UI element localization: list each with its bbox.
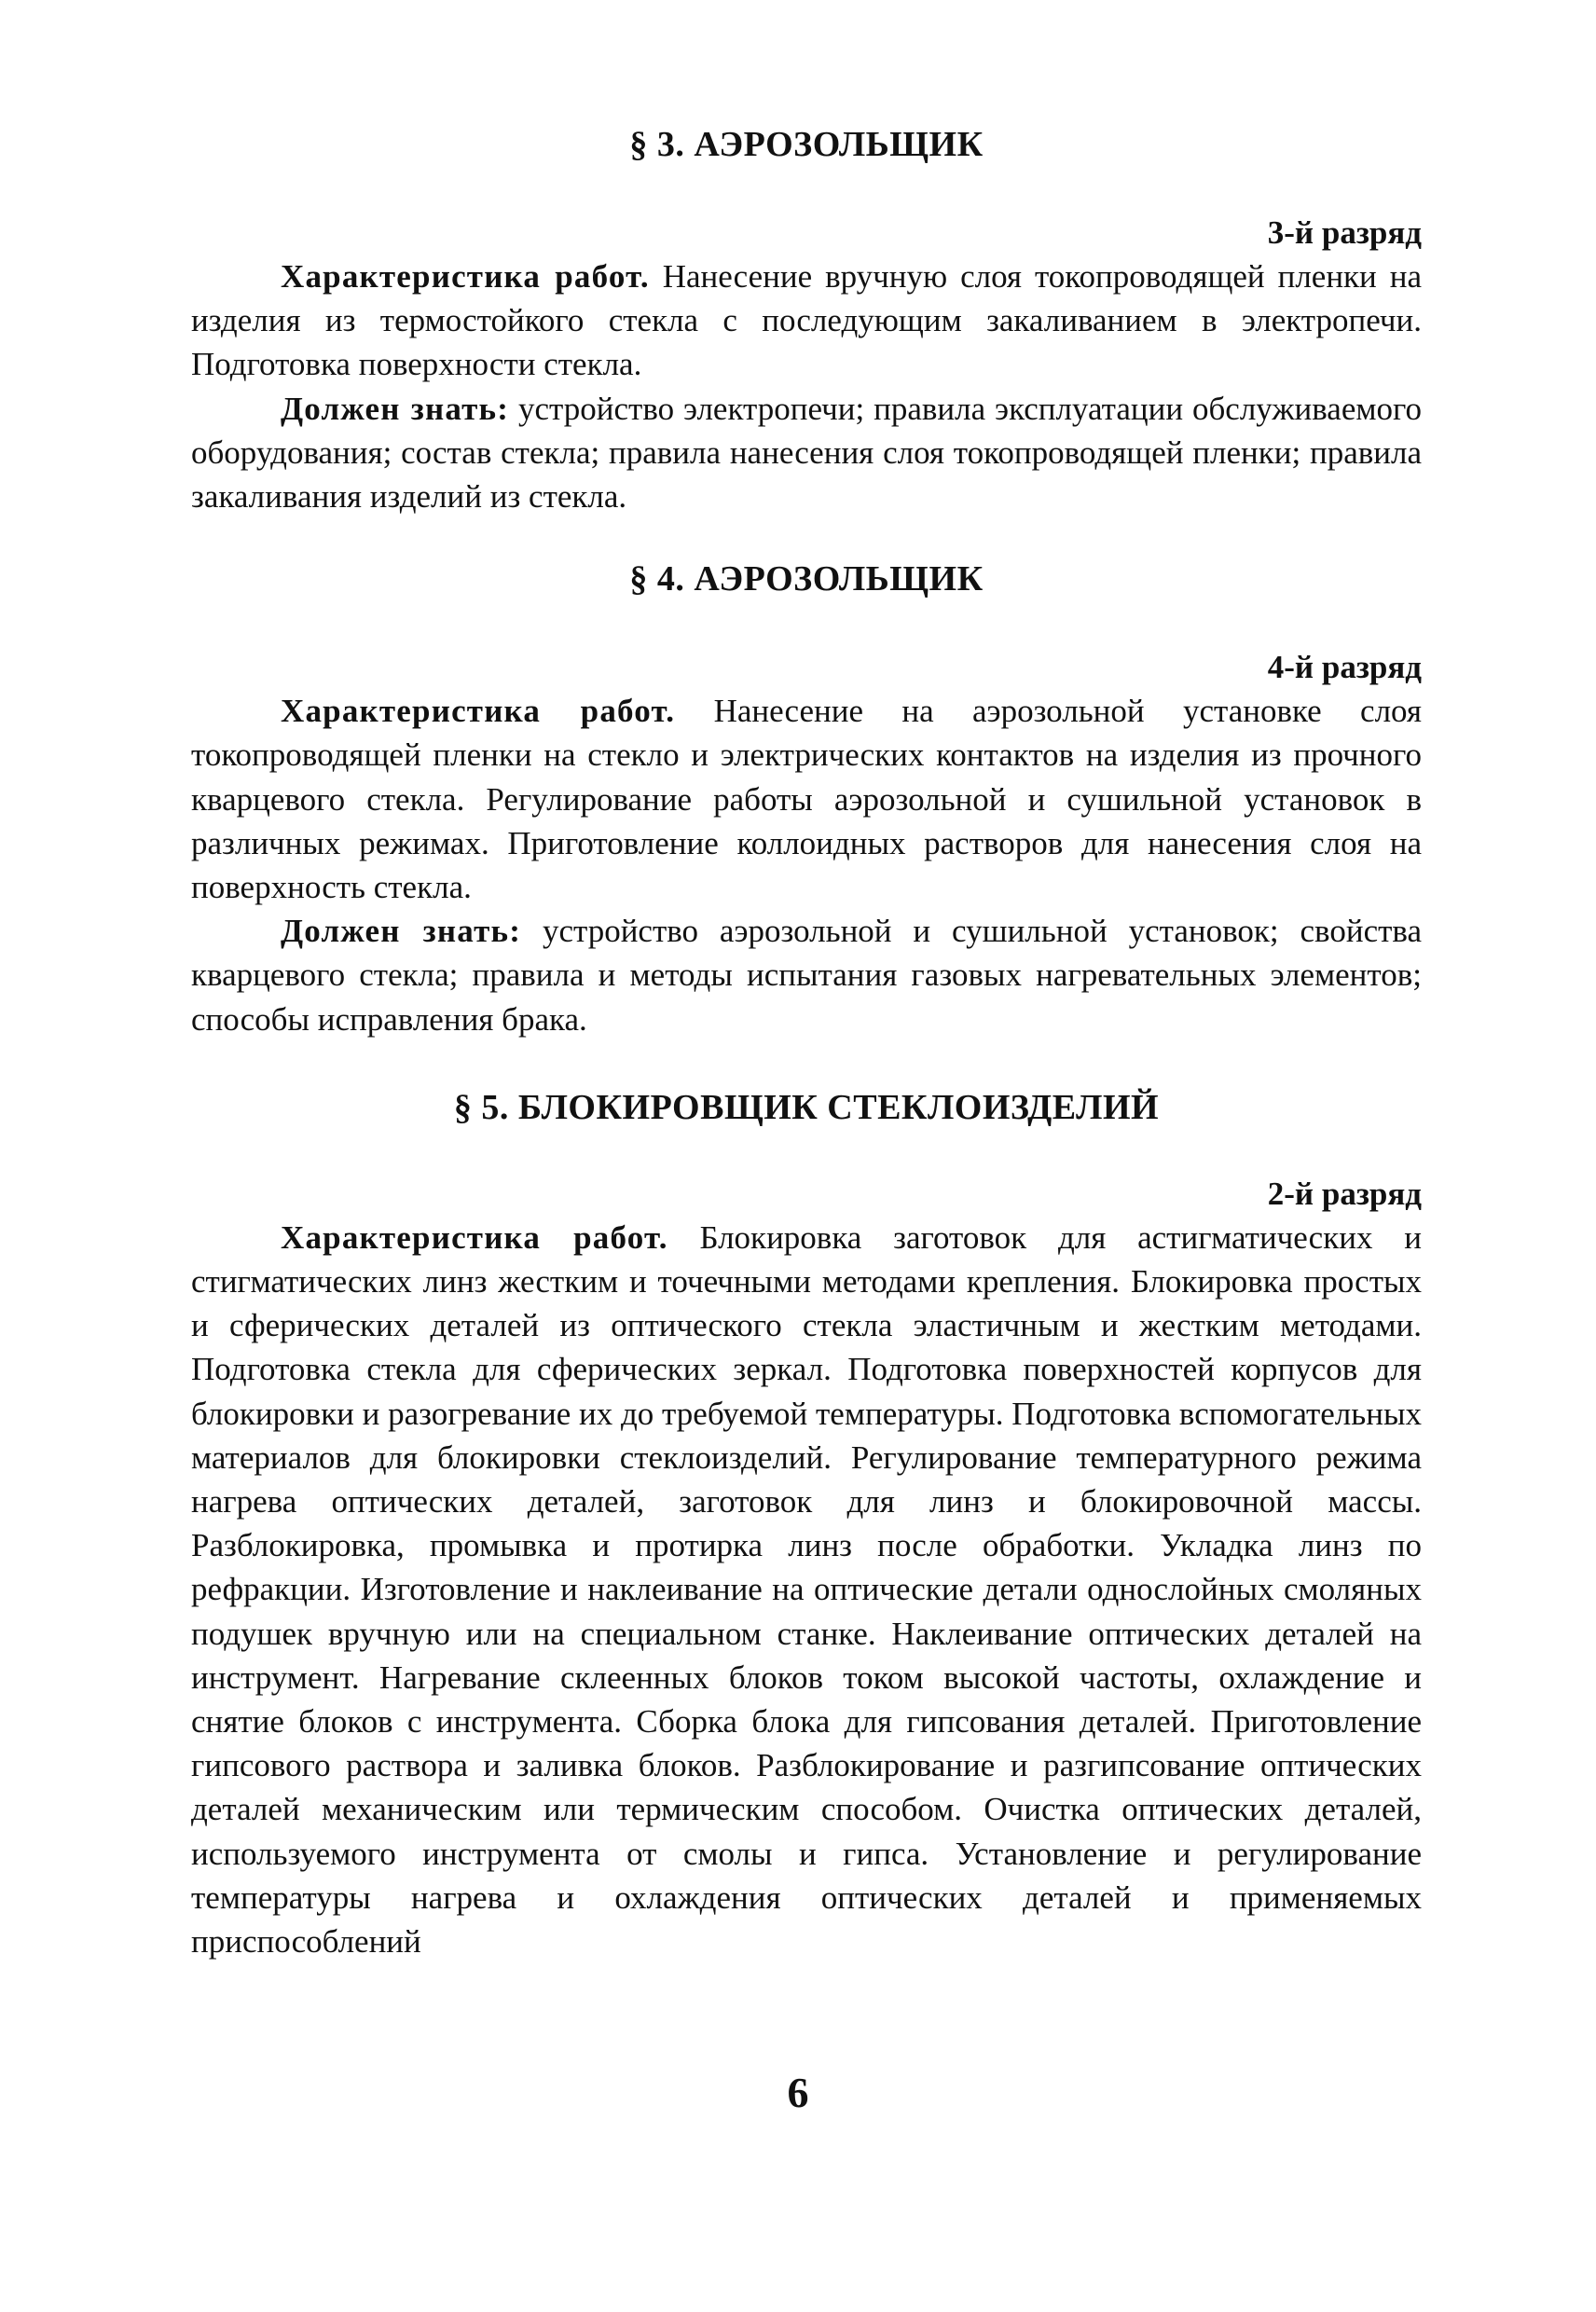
section-3-know-text: устройство электропечи; правила эксплуатации обслуживаемого оборудования; состав стекла; правила нанесения слоя токопроводящей пленки; правила закаливания изделий из стекла. xyxy=(191,390,1423,516)
section-4-know-text: устройство аэрозольной и сушильной установок; свойства кварцевого стекла; правила и методы испытания газовых нагревательных элементов; способы исправления брака. xyxy=(191,913,1422,1038)
section-4-work-paragraph xyxy=(191,689,1422,909)
document-page xyxy=(191,121,1422,1963)
section-3-grade: 3-й разряд xyxy=(1267,214,1422,251)
section-3-work-label: Характеристика работ. xyxy=(281,258,650,295)
section-3-title: § 3. АЭРОЗОЛЬЩИК xyxy=(629,125,984,164)
section-4-work-label: Характеристика работ. xyxy=(281,693,676,730)
section-3-work-paragraph xyxy=(191,255,1422,387)
section-4-title: § 4. АЭРОЗОЛЬЩИК xyxy=(629,559,984,599)
section-3-work-text: Нанесение вручную слоя токопроводящей пленки на изделия из термостойкого стекла с последующим закаливанием в электропечи. Подготовка поверхности стекла. xyxy=(191,258,1422,383)
section-3-know-paragraph xyxy=(191,387,1422,519)
section-5-title: § 5. БЛОКИРОВЩИК СТЕКЛОИЗДЕЛИЙ xyxy=(453,1087,1160,1127)
section-5-work-text: Блокировка заготовок для астигматических и стигматических линз жестким и точечными методами крепления. Блокировка простых и сферических деталей из оптического стекла эластичным и жестким методами. Подготовка стекла для сферических зеркал. Подготовка поверхностей корпусов для блокировки и разогревание их до требуемой температуры. Подготовка вспомогательных материалов для блокировки стеклоизделий. Регулирование температурного режима нагрева оптических деталей, заготовок для линз и блокировочной массы. Разблокировка, промывка и протирка линз после обработки. Укладка линз по рефракции. Изготовление и наклеивание на оптические детали однослойных смоляных подушек вручную или на специальном станке. Наклеивание оптических деталей на инструмент. Нагревание склеенных блоков током высокой частоты, охлаждение и снятие блоков с инструмента. Сборка блока для гипсования деталей. Приготовление гипсового раствора и заливка блоков. Разблокирование и разгипсование оптических деталей механическим или термическим способом. Очистка оптических деталей, используемого инструмента от смолы и гипса. Установление и регулирование температуры нагрева и охлаждения оптических деталей и применяемых приспособлений xyxy=(191,1218,1422,1961)
section-4-grade: 4-й разряд xyxy=(1267,649,1422,686)
section-3-know-label: Должен знать: xyxy=(281,390,510,427)
section-5-work-paragraph xyxy=(191,1216,1422,1963)
section-4-know-label: Должен знать: xyxy=(281,913,522,950)
page-number: 6 xyxy=(787,2069,809,2116)
section-4-know-paragraph xyxy=(191,909,1422,1041)
section-4-work-text: Нанесение на аэрозольной установке слоя токопроводящей пленки на стекло и электрических контактов на изделия из прочного кварцевого стекла. Регулирование работы аэрозольной и сушильной установок в различных режимах. Приготовление коллоидных растворов для нанесения слоя на поверхность стекла. xyxy=(191,693,1422,906)
section-5-work-label: Характеристика работ. xyxy=(281,1218,668,1256)
section-5-grade: 2-й разряд xyxy=(1267,1175,1422,1212)
